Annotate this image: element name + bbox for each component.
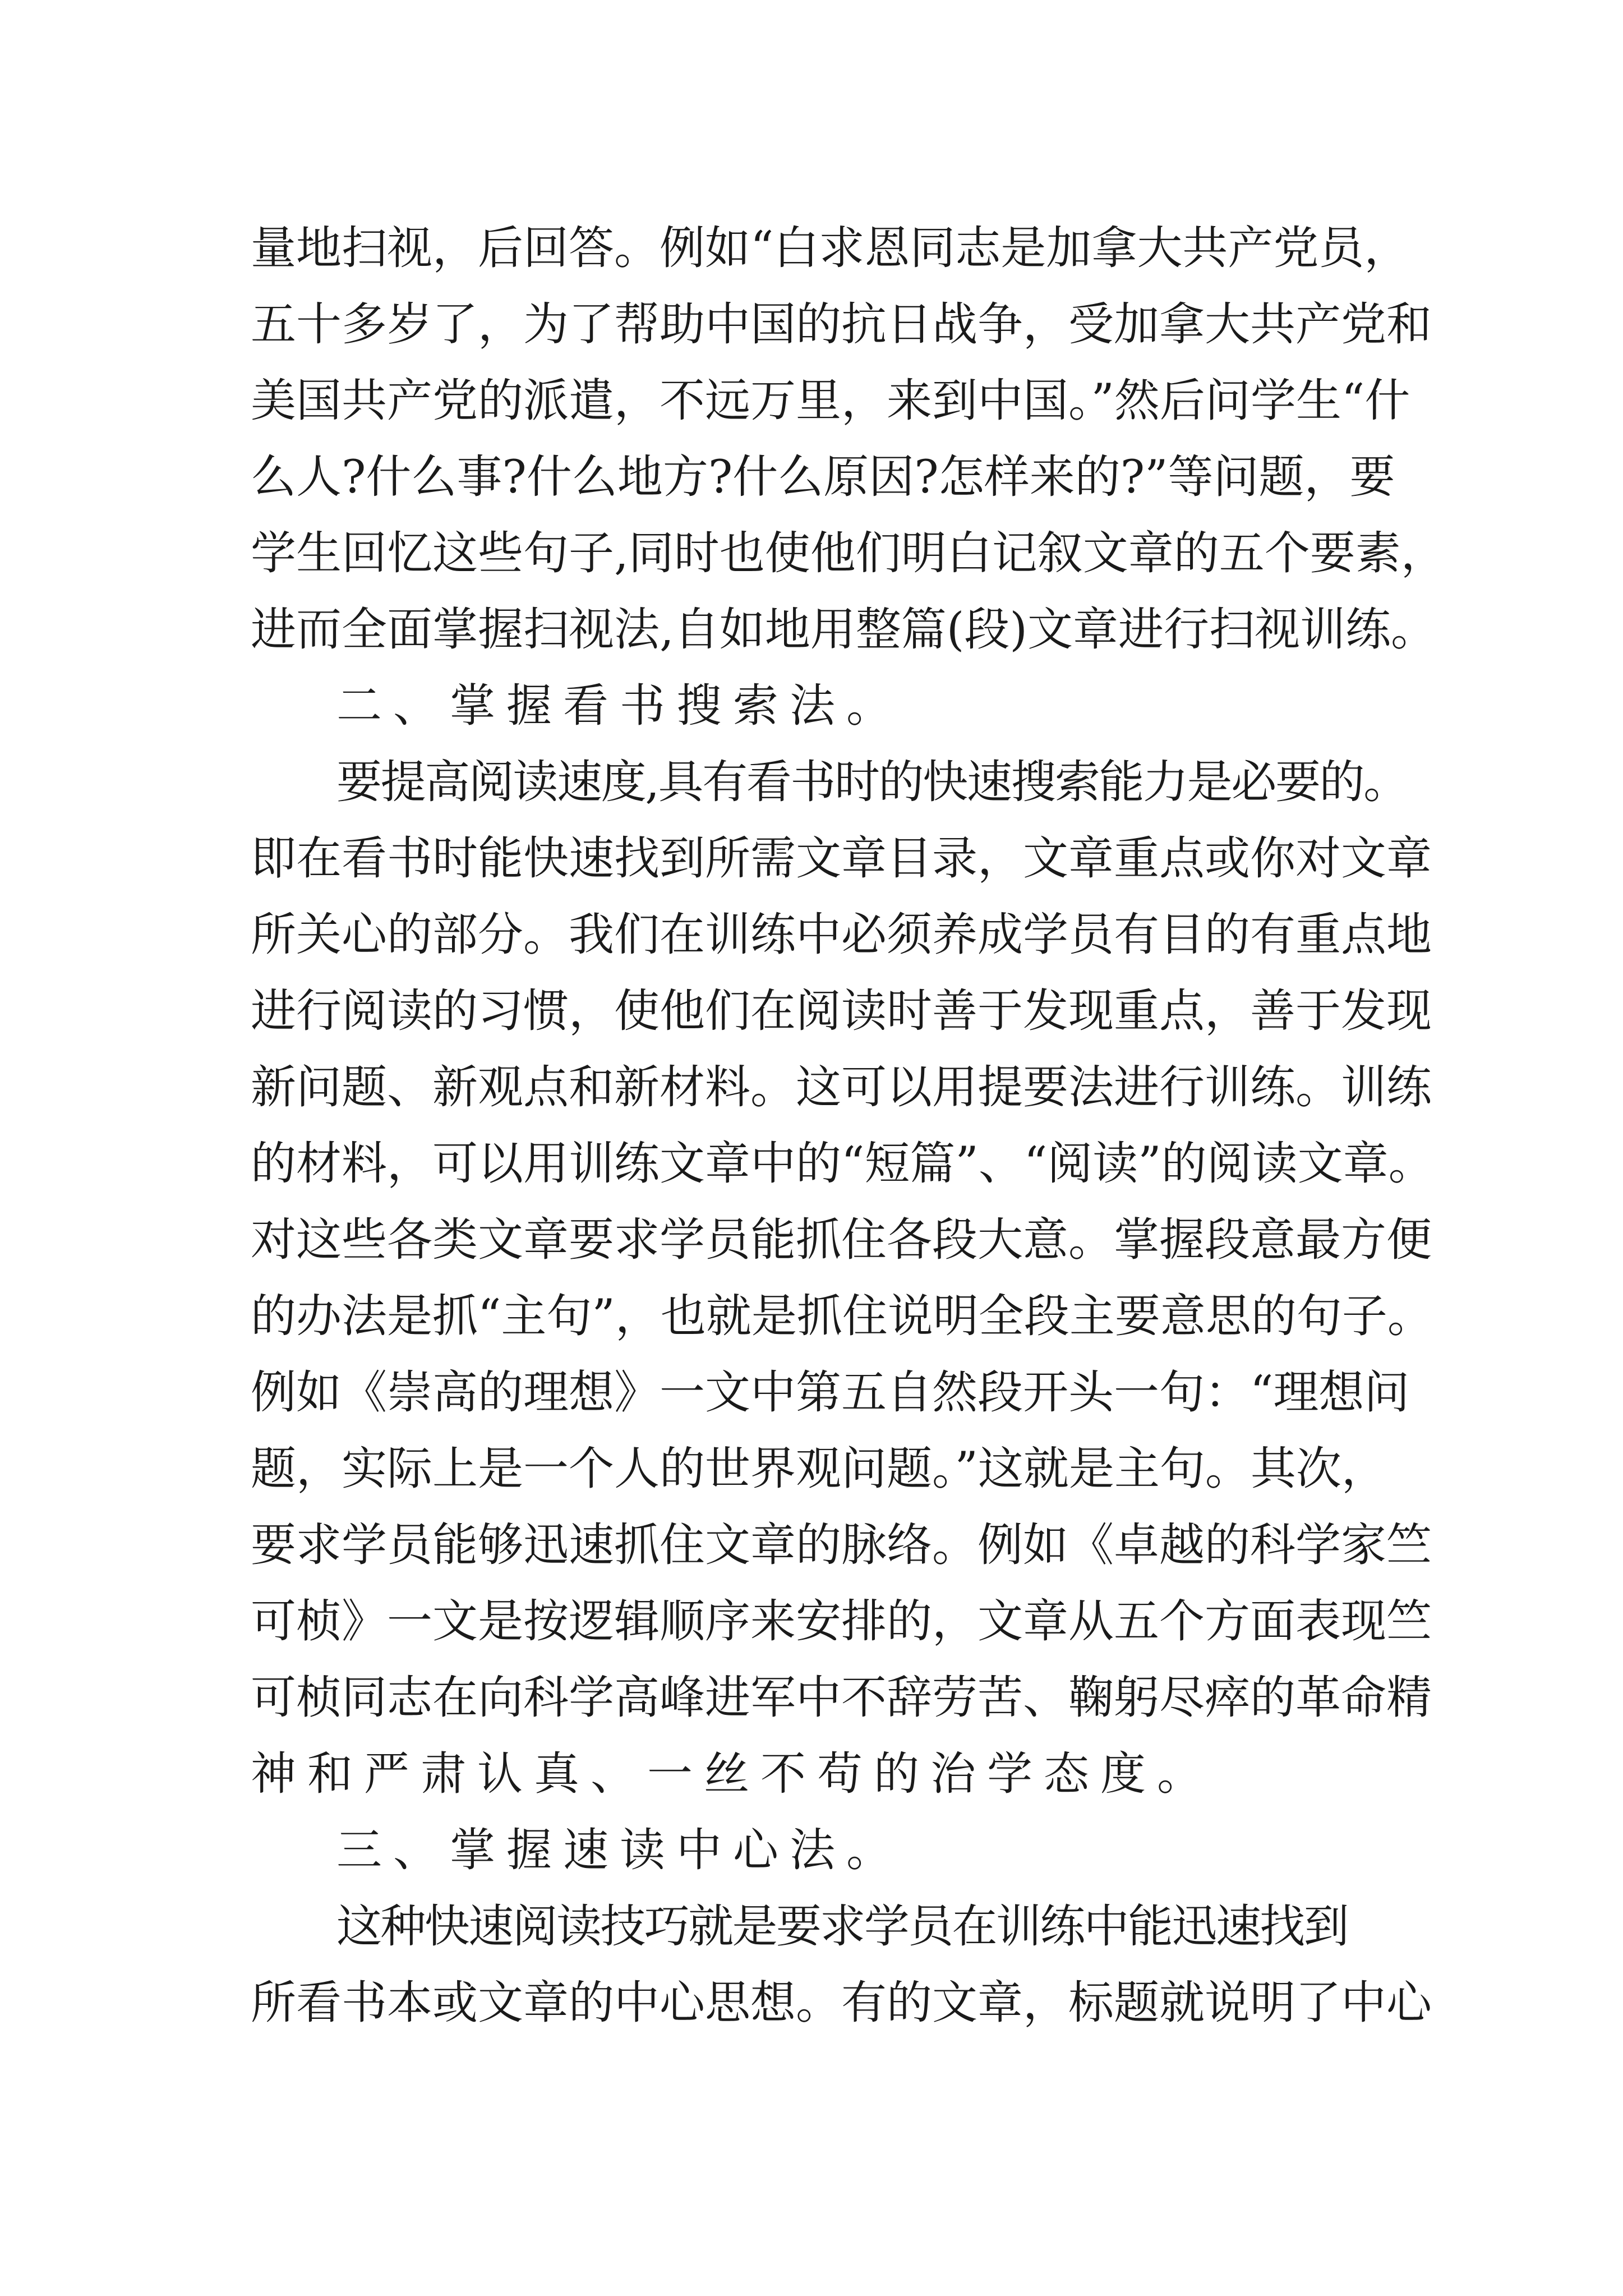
text-line: 这种快速阅读技巧就是要求学员在训练中能迅速找到 <box>336 1901 1348 1953</box>
text-line: 题，实际上是一个人的世界观问题。”这就是主句。其次， <box>251 1443 1387 1496</box>
text-line: 美国共产党的派遣，不远万里，来到中国。”然后问学生“什 <box>251 375 1410 427</box>
text-line: 进行阅读的习惯，使他们在阅读时善于发现重点，善于发现 <box>251 985 1432 1038</box>
section-heading: 二、掌握看书搜索法。 <box>336 680 903 733</box>
text-line: 要提高阅读速度,具有看书时的快速搜索能力是必要的。 <box>336 756 1408 809</box>
text-line: 么人?什么事?什么地方?什么原因?怎样来的?”等问题，要 <box>251 451 1395 504</box>
text-line: 要求学员能够迅速抓住文章的脉络。例如《卓越的科学家竺 <box>251 1519 1432 1572</box>
text-line: 的办法是抓“主句”，也就是抓住说明全段主要意思的句子。 <box>251 1290 1433 1343</box>
text-line: 所关心的部分。我们在训练中必须养成学员有目的有重点地 <box>251 909 1432 961</box>
text-line: 即在看书时能快速找到所需文章目录，文章重点或你对文章 <box>251 832 1432 885</box>
text-line: 量地扫视，后回答。例如“白求恩同志是加拿大共产党员， <box>251 222 1410 275</box>
text-line: 新问题、新观点和新材料。这可以用提要法进行训练。训练 <box>251 1061 1432 1114</box>
text-line: 五十多岁了，为了帮助中国的抗日战争，受加拿大共产党和 <box>251 298 1432 351</box>
text-line: 进而全面掌握扫视法,自如地用整篇(段)文章进行扫视训练。 <box>251 604 1436 656</box>
text-line: 对这些各类文章要求学员能抓住各段大意。掌握段意最方便 <box>251 1214 1432 1267</box>
text-line: 所看书本或文章的中心思想。有的文章，标题就说明了中心 <box>251 1977 1432 2030</box>
text-line: 可桢》一文是按逻辑顺序来安排的，文章从五个方面表现竺 <box>251 1595 1432 1648</box>
text-line: 例如《崇高的理想》一文中第五自然段开头一句：“理想问 <box>251 1366 1410 1419</box>
text-line: 的材料，可以用训练文章中的“短篇”、“阅读”的阅读文章。 <box>251 1138 1434 1190</box>
section-heading: 三、掌握速读中心法。 <box>336 1824 903 1877</box>
text-line: 可桢同志在向科学高峰进军中不辞劳苦、鞠躬尽瘁的革命精 <box>251 1672 1432 1724</box>
text-line: 神和严肃认真、一丝不苟的治学态度。 <box>251 1748 1214 1801</box>
text-line: 学生回忆这些句子,同时也使他们明白记叙文章的五个要素， <box>251 527 1446 580</box>
